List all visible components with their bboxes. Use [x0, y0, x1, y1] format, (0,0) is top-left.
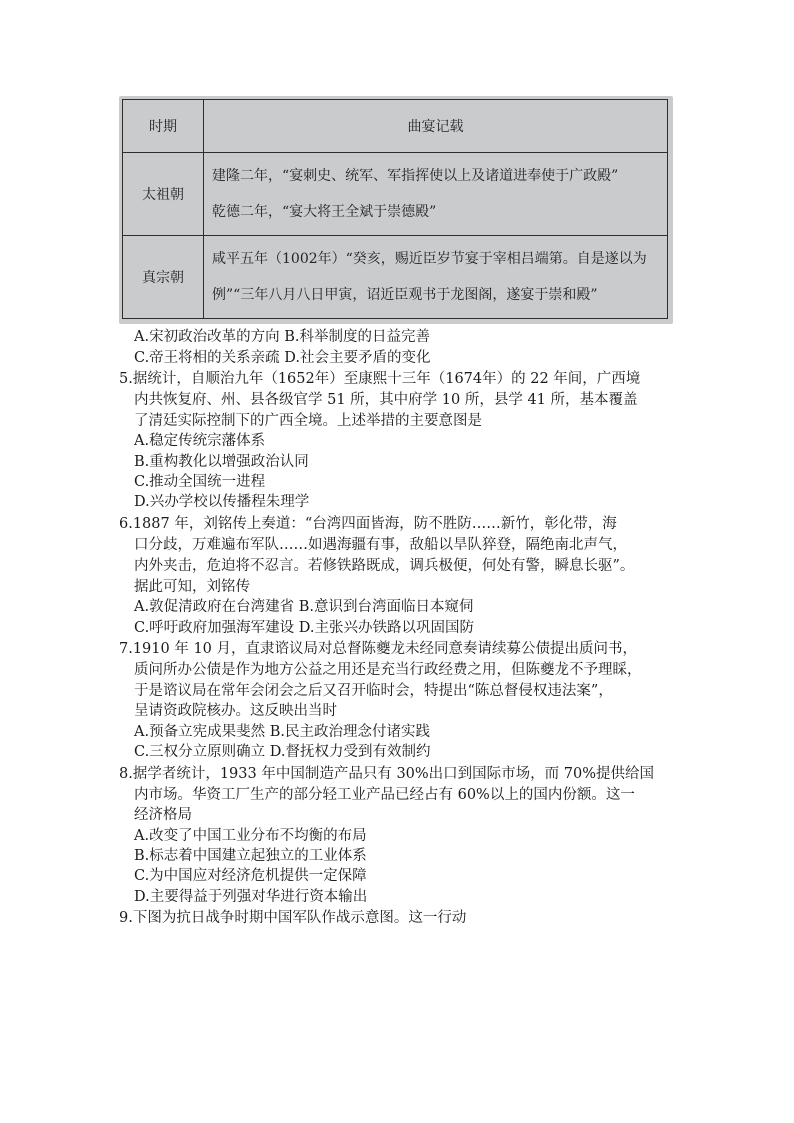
q5-option: A.稳定传统宗藩体系: [134, 433, 266, 449]
q7-option-line: C.三权分立原则确立 D.督抚权力受到有效制约: [134, 744, 431, 760]
q8-stem-line: 内市场。华资工厂生产的部分轻工业产品已经占有 60%以上的国内份额。这一: [134, 787, 635, 803]
q6-stem-line: 内外夹击，危迫将不忍言。若修铁路既成，调兵极便，何处有警，瞬息长驱”。: [134, 558, 635, 574]
q6-option-line: C.呼吁政府加强海军建设 D.主张兴办铁路以巩固国防: [134, 620, 475, 636]
q5-option: D.兴办学校以传播程朱理学: [134, 494, 310, 510]
q8-option: C.为中国应对经济危机提供一定保障: [134, 868, 367, 884]
q6-stem-line: 据此可知，刘铭传: [134, 579, 250, 595]
q9-stem: 9.下图为抗日战争时期中国军队作战示意图。这一行动: [119, 910, 467, 926]
table-row: [123, 153, 668, 236]
q6-stem-line: 6.1887 年，刘铭传上奏道：“台湾四面皆海，防不胜防……新竹，彰化带，海: [119, 516, 617, 532]
q6-option-line: A.敦促清政府在台湾建省 B.意识到台湾面临日本窥伺: [134, 599, 474, 615]
q7-stem-line: 质问所办公债是作为地方公益之用还是充当行政经费之用，但陈夔龙不予理睬，: [134, 662, 642, 678]
q8-option: D.主要得益于列强对华进行资本输出: [134, 889, 368, 905]
q5-option: B.重构教化以增强政治认同: [134, 454, 309, 470]
q5-stem-line: 了清廷实际控制下的广西全境。上述举措的主要意图是: [134, 413, 482, 429]
q8-stem-line: 经济格局: [134, 807, 192, 823]
q8-option: B.标志着中国建立起独立的工业体系: [134, 848, 367, 864]
q4-option-line: C.帝王将相的关系亲疏 D.社会主要矛盾的变化: [134, 350, 431, 366]
record-line: 例”“三年八月八日甲寅，诏近臣观书于龙图阁，遂宴于崇和殿”: [212, 287, 598, 303]
q5-stem-line: 5.据统计，自顺治九年（1652年）至康熙十三年（1674年）的 22 年间，广西境: [119, 371, 641, 387]
records-cell: [204, 236, 668, 319]
table-photo: [119, 96, 673, 324]
record-line: 乾德二年，“宴大将王全斌于崇德殿”: [212, 204, 437, 220]
record-line: 咸平五年（1002年）“癸亥，赐近臣岁节宴于宰相吕端第。自是遂以为: [212, 251, 647, 267]
q8-option: A.改变了中国工业分布不均衡的布局: [134, 828, 367, 844]
header-period: 时期: [123, 100, 204, 153]
q7-stem-line: 于是谘议局在常年会闭会之后又召开临时会，特提出“陈总督侵权违法案”，: [134, 683, 613, 699]
q7-stem-line: 7.1910 年 10 月，直隶谘议局对总督陈夔龙未经同意奏请续募公债提出质问书，: [119, 641, 638, 657]
q8-stem-line: 8.据学者统计，1933 年中国制造产品只有 30%出口到国际市场，而 70%提供给国: [119, 766, 655, 782]
q4-option-line: A.宋初政治改革的方向 B.科举制度的日益完善: [134, 329, 430, 345]
period-cell: 真宗朝: [123, 236, 204, 319]
q5-stem-line: 内共恢复府、州、县各级官学 51 所，其中府学 10 所，县学 41 所，基本覆盖: [134, 392, 638, 408]
q6-stem-line: 口分歧，万难遍布军队……如遇海疆有事，敌船以旱队猝登，隔绝南北声气，: [134, 537, 627, 553]
q5-option: C.推动全国统一进程: [134, 474, 266, 490]
table-row: [123, 236, 668, 319]
period-cell: 太祖朝: [123, 153, 204, 236]
q7-stem-line: 呈请资政院核办。这反映出当时: [134, 703, 337, 719]
record-line: 建隆二年，“宴刺史、统军、军指挥使以上及诸道进奉使于广政殿”: [212, 168, 619, 184]
records-cell: [204, 153, 668, 236]
header-records: 曲宴记载: [204, 100, 668, 153]
q7-option-line: A.预备立宪成果斐然 B.民主政治理念付诸实践: [134, 724, 430, 740]
banquet-records-table: [122, 99, 668, 319]
